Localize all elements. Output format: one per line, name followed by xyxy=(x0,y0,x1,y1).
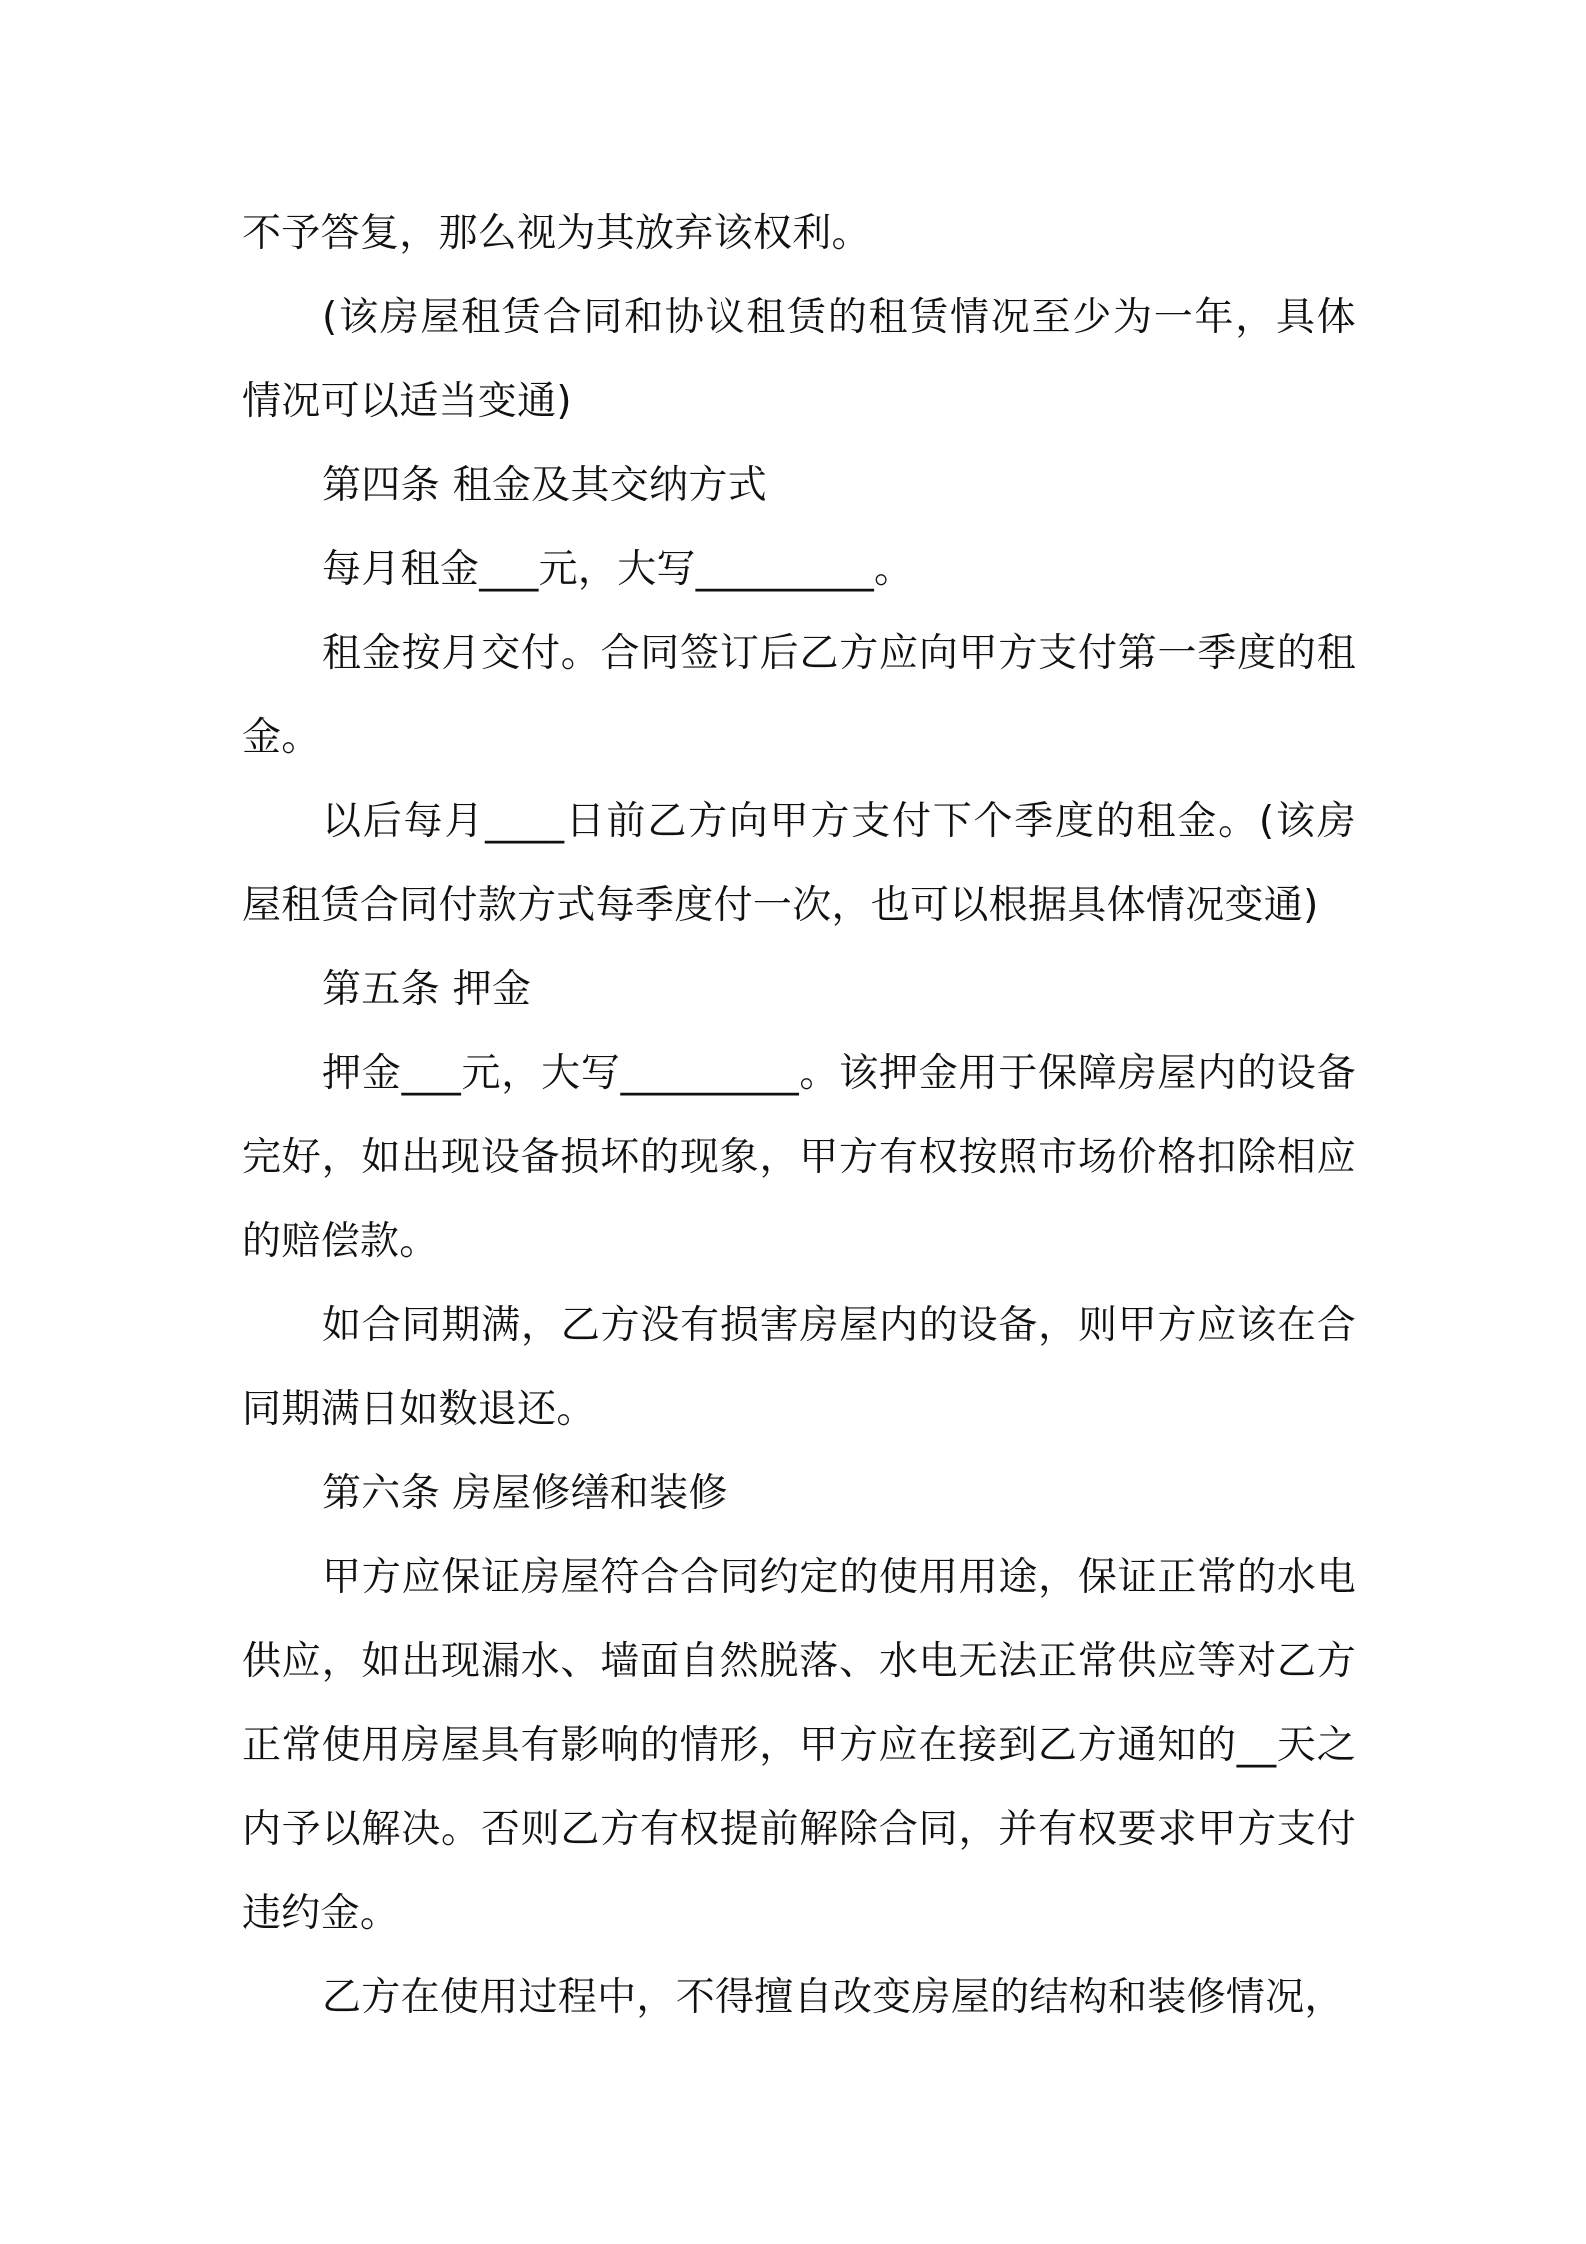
paragraph-repair-obligation: 甲方应保证房屋符合合同约定的使用用途，保证正常的水电供应，如出现漏水、墙面自然脱落、水电无法正常供应等对乙方正常使用房屋具有影响的情形，甲方应在接到乙方通知的__天之内予以解决。否则乙方有权提前解除合同，并有权要求甲方支付违约金。 xyxy=(242,1555,1356,1936)
heading-article-4: 第四条 租金及其交纳方式 xyxy=(322,463,767,508)
paragraph-deposit-refund: 如合同期满，乙方没有损害房屋内的设备，则甲方应该在合同期满日如数退还。 xyxy=(242,1303,1356,1432)
paragraph-waiver-end: 不予答复，那么视为其放弃该权利。 xyxy=(242,211,871,256)
paragraph-monthly-rent: 每月租金___元，大写_________。 xyxy=(322,547,914,592)
heading-article-5: 第五条 押金 xyxy=(322,967,532,1012)
paragraph-rent-payment: 租金按月交付。合同签订后乙方应向甲方支付第一季度的租金。 xyxy=(242,631,1356,760)
paragraph-deposit: 押金___元，大写_________。该押金用于保障房屋内的设备完好，如出现设备损坏的现象，甲方有权按照市场价格扣除相应的赔偿款。 xyxy=(242,1051,1356,1264)
paragraph-quarterly-payment: 以后每月____日前乙方向甲方支付下个季度的租金。(该房屋租赁合同付款方式每季度付一次，也可以根据具体情况变通) xyxy=(242,799,1356,928)
document-body xyxy=(242,192,1356,2040)
paragraph-no-alteration: 乙方在使用过程中，不得擅自改变房屋的结构和装修情况， xyxy=(322,1975,1344,2020)
heading-article-6: 第六条 房屋修缮和装修 xyxy=(322,1471,728,1516)
paragraph-lease-term-note: (该房屋租赁合同和协议租赁的租赁情况至少为一年，具体情况可以适当变通) xyxy=(242,295,1356,424)
